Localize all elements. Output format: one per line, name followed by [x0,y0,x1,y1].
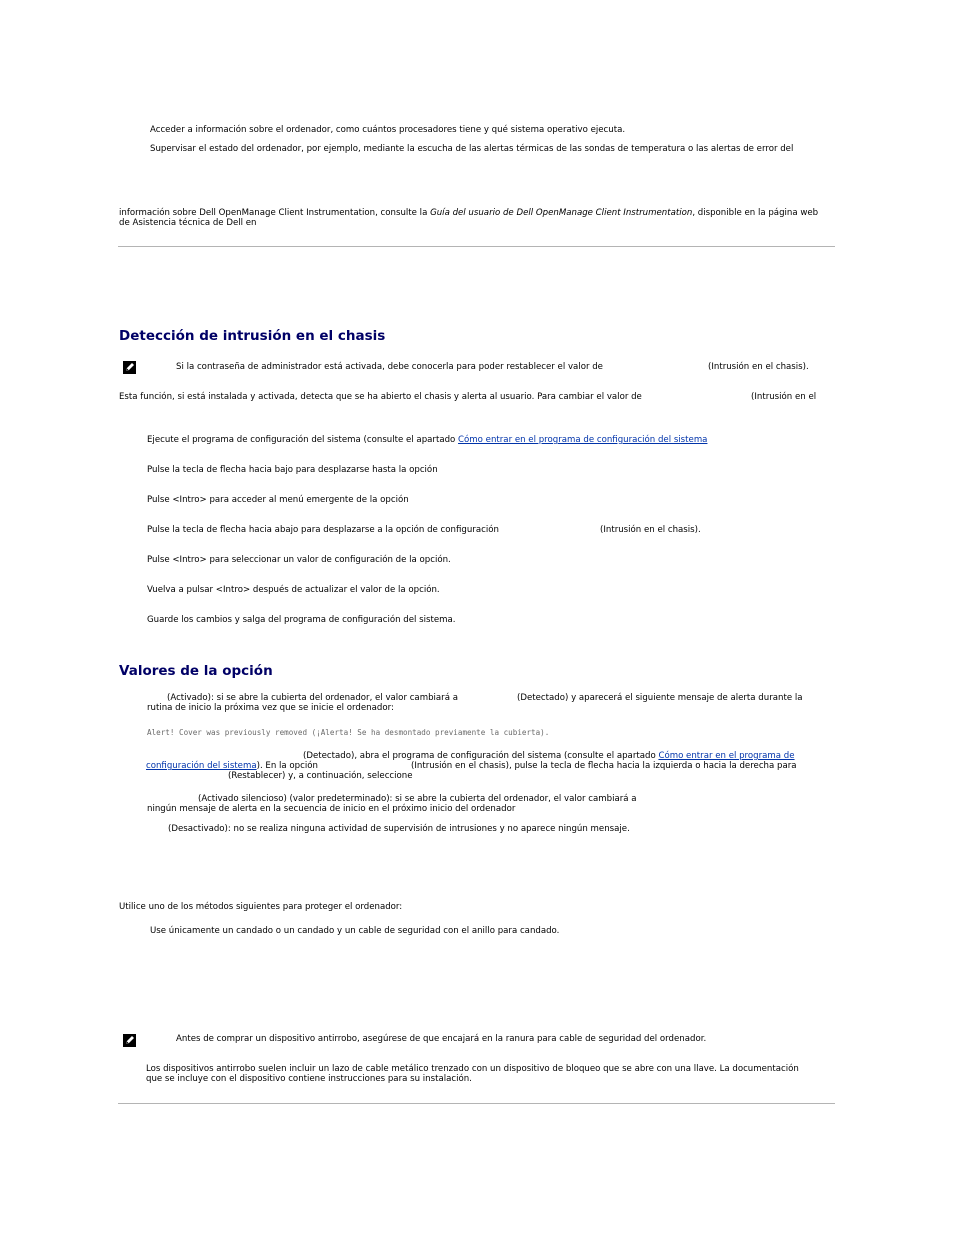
setup-program-link[interactable]: Cómo entrar en el programa de configuración del sistema [458,435,708,445]
divider-2 [118,1103,835,1104]
reset-text-c: (Intrusión en el chasis), pulse la tecla de flecha hacia la izquierda o hacia la derecha para [411,761,797,771]
reset-line3: (Restablecer) y, a continuación, seleccione [228,771,413,781]
chassis-desc-b: (Intrusión en el [751,392,817,402]
chassis-note-b: (Intrusión en el chasis). [708,362,809,372]
section-title-chassis: Detección de intrusión en el chasis [119,328,386,344]
protect-note: Antes de comprar un dispositivo antirrobo, asegúrese de que encajará en la ranura para cable de seguridad del ordenador. [176,1034,707,1044]
step-4a: Pulse la tecla de flecha hacia abajo para desplazarse a la opción de configuración [147,525,499,535]
step-3: Pulse <Intro> para acceder al menú emergente de la opción [147,495,409,505]
intro-bullet-2: Supervisar el estado del ordenador, por ejemplo, mediante la escucha de las alertas térmicas de las sondas de temperatura o las alertas de error del [150,144,794,154]
protect-intro: Utilice uno de los métodos siguientes para proteger el ordenador: [119,902,403,912]
reset-text-a: (Detectado), abra el programa de configuración del sistema (consulte el apartado [303,751,659,761]
devices-line-2: que se incluye con el dispositivo contiene instrucciones para su instalación. [146,1074,472,1084]
note-pencil-icon [123,361,136,374]
info-prefix: información sobre Dell OpenManage Client Instrumentation, consulte la [119,208,431,218]
option-on-b: (Detectado) y aparecerá el siguiente mensaje de alerta durante la [517,693,803,703]
option-on-line2: rutina de inicio la próxima vez que se inicie el ordenador: [147,703,394,713]
info-suffix: , disponible en la página web [692,208,819,218]
chassis-note-a: Si la contraseña de administrador está activada, debe conocerla para poder restablecer el valor de [176,362,603,372]
step-2: Pulse la tecla de flecha hacia bajo para desplazarse hasta la opción [147,465,438,475]
step-6: Vuelva a pulsar <Intro> después de actualizar el valor de la opción. [147,585,440,595]
step-1 [147,435,707,445]
alert-message: Alert! Cover was previously removed (¡Alerta! Se ha desmontado previamente la cubierta). [147,728,550,737]
option-silent-line2: ningún mensaje de alerta en la secuencia de inicio en el próximo inicio del ordenador [147,804,516,814]
info-guide-title: Guía del usuario de Dell OpenManage Client Instrumentation [430,208,693,218]
step-5: Pulse <Intro> para seleccionar un valor de configuración de la opción. [147,555,451,565]
note-pencil-icon [123,1034,136,1047]
option-silent-a: (Activado silencioso) (valor predeterminado): si se abre la cubierta del ordenador, el valor cambiará a [198,794,637,804]
step-4b: (Intrusión en el chasis). [600,525,701,535]
option-off: (Desactivado): no se realiza ninguna actividad de supervisión de intrusiones y no aparece ningún mensaje. [168,824,630,834]
info-paragraph [119,208,818,218]
reset-line2 [146,761,318,771]
setup-program-link-2b[interactable]: configuración del sistema [146,761,257,771]
divider-1 [118,246,835,247]
step-7: Guarde los cambios y salga del programa de configuración del sistema. [147,615,456,625]
reset-text-b: ). En la opción [256,761,318,771]
chassis-desc-a: Esta función, si está instalada y activada, detecta que se ha abierto el chasis y alerta al usuario. Para cambiar el valor de [119,392,642,402]
protect-bullet: Use únicamente un candado o un candado y un cable de seguridad con el anillo para candado. [150,926,560,936]
intro-bullet-1: Acceder a información sobre el ordenador, como cuántos procesadores tiene y qué sistema operativo ejecuta. [150,125,626,135]
option-on-a: (Activado): si se abre la cubierta del ordenador, el valor cambiará a [167,693,458,703]
devices-line-1: Los dispositivos antirrobo suelen incluir un lazo de cable metálico trenzado con un dispositivo de bloqueo que se abre con una llave. La documentación [146,1064,799,1074]
step-1-text: Ejecute el programa de configuración del sistema (consulte el apartado [147,435,459,445]
reset-line1 [303,751,795,761]
setup-program-link-2a[interactable]: Cómo entrar en el programa de [658,751,795,761]
section-title-options: Valores de la opción [119,663,273,679]
info-line-2: de Asistencia técnica de Dell en [119,218,257,228]
